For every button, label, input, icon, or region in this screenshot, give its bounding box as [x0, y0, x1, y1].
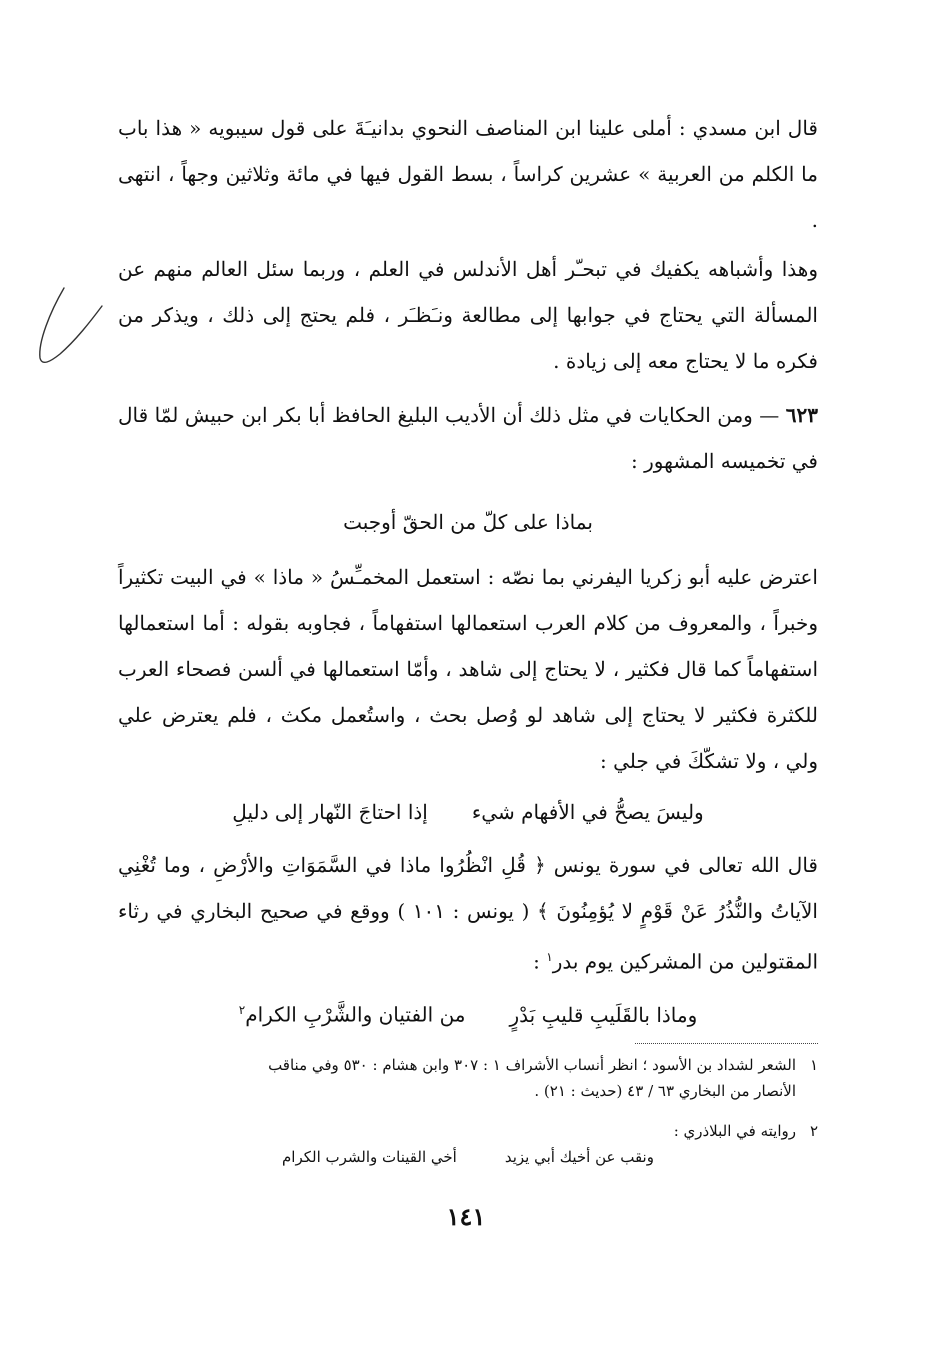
verse-2 [118, 792, 818, 832]
verse-3-first-hemistich: وماذا بالقَلَيبِ قليبِ بَدْرٍ [509, 1002, 698, 1027]
verse-3-second-hemistich: من الفتيان والشَّرْبِ الكرام [245, 1002, 466, 1027]
footnote-divider [635, 1043, 818, 1044]
footnote-1 [118, 1052, 818, 1104]
paragraph-2-text: وهذا وأشباهه يكفيك في تبحـّر أهل الأندلس في العلم ، وربما سئل العالم منهم عن المسألة التي يحتاج في جوابها إلى مطالعة ونـَظـَر ، فلم يحتج إلى ذلك ، ويذكر من فكره ما لا يحتاج معه إلى زيادة . [118, 257, 818, 373]
footnote-2-line-1: روايته في البلاذري : [673, 1122, 796, 1140]
paragraph-1 [118, 105, 818, 243]
footnote-2-second-hemistich: أخي القينات والشرب الكرام [282, 1148, 457, 1166]
footnote-1-line-2: الأنصار من البخاري ٦٣ / ٤٣ (حديث : ٢١) . [534, 1082, 796, 1100]
paragraph-5 [118, 842, 818, 985]
paragraph-3-text: — ومن الحكايات في مثل ذلك أن الأديب البليغ الحافظ أبا بكر ابن حبيش لمّا قال في تخميسه المشهور : [118, 403, 818, 473]
verse-1-text: بماذا على كلّ من الحقّ أوجبت [343, 510, 593, 534]
section-number: ٦٢٣ [785, 403, 818, 427]
paragraph-3 [118, 392, 818, 484]
footnote-ref-2: ٢ [238, 1003, 246, 1017]
footnote-2-number: ٢ [809, 1122, 818, 1140]
verse-3 [118, 990, 818, 1035]
paragraph-2 [118, 246, 818, 384]
paragraph-1-text: قال ابن مسدي : أملى علينا ابن المناصف النحوي بدانيـَةَ على قول سيبويه « هذا باب ما الكلم من العربية » عشرين كراساً ، بسط القول فيها في مائة وثلاثين وجهاً ، انتهى . [118, 116, 818, 232]
footnote-ref-1: ١ [546, 950, 553, 964]
verse-2-second-hemistich: إذا احتاجَ النّهار إلى دليلِ [232, 800, 428, 824]
margin-pen-mark [30, 282, 110, 382]
page-number: ١٤١ [446, 1202, 486, 1231]
footnote-2 [118, 1118, 818, 1170]
verse-2-first-hemistich: وليسَ يصحُّ في الأفهام شيء [471, 800, 704, 824]
footnote-1-line-1: الشعر لشداد بن الأسود ؛ انظر أنساب الأشراف ١ : ٣٠٧ وابن هشام : ٥٣٠ وفي مناقب [268, 1056, 796, 1074]
footnote-1-number: ١ [809, 1056, 818, 1074]
paragraph-4 [118, 554, 818, 784]
verse-1 [118, 502, 818, 542]
paragraph-4-text: اعترض عليه أبو زكريا اليفرني بما نصّه : استعمل المخمـِّسُ « ماذا » في البيت تكثيراً وخبراً ، والمعروف من كلام العرب استعمالها استفهاماً ، فجاوبه بقوله : أما استعمالها استفهاماً كما قال فكثير ، لا يحتاج إلى شاهد ، وأمّا استعمالها في ألسن فصحاء العرب للكثرة فكثير لا يحتاج إلى شاهد لو وُصل بحث ، واستُعمل مكث ، فلم يعترض علي ولي ، ولا تشكّكَ في جلي : [118, 565, 818, 773]
paragraph-5-text: قال الله تعالى في سورة يونس ﴿ قُلِ انْظُرُوا ماذا في السَّمَوَاتِ والأرْضِ ، وما تُغْنِي الآياتُ والنُّذُرُ عَنْ قَوْمٍ لا يُؤمِنُونَ ﴾ ( يونس : ١٠١ ) ووقع في صحيح البخاري في رثاء المقتولين من المشركين يوم بدر [118, 853, 818, 974]
footnote-2-first-hemistich: ونقب عن أخيك أبي يزيد [504, 1148, 654, 1166]
paragraph-5-end: : [533, 949, 547, 974]
